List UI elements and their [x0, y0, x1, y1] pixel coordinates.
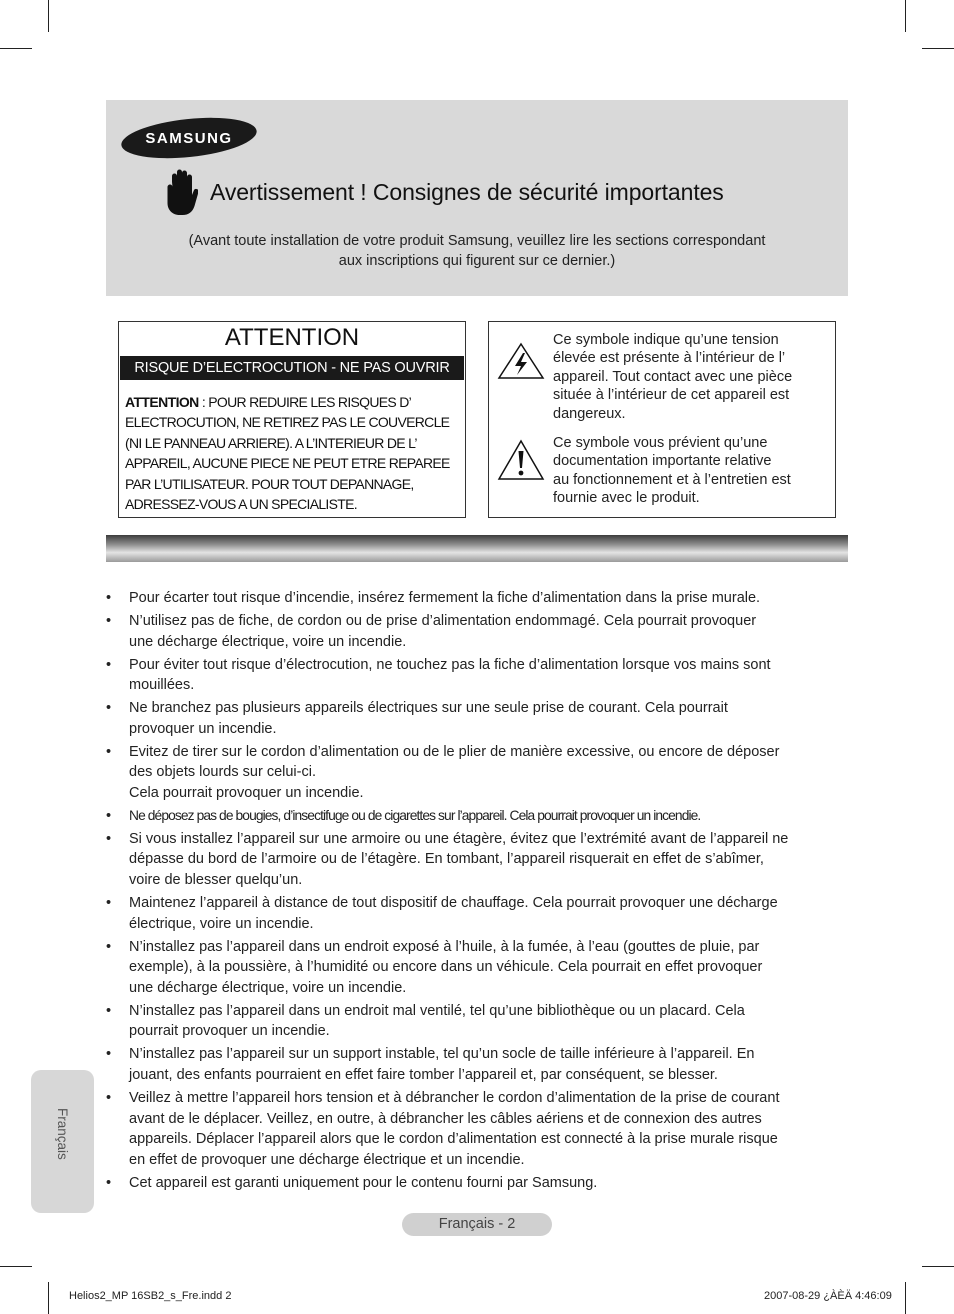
- crop-mark: [48, 0, 49, 32]
- list-item-line: • N’installez pas l’appareil dans un endroit mal ventilé, tel qu’une bibliothèque ou un placard. Cela: [129, 1002, 745, 1019]
- list-item: [106, 588, 851, 609]
- intro-line: (Avant toute installation de votre produit Samsung, veuillez lire les sections correspondant: [188, 233, 766, 249]
- list-item-line: jouant, des enfants pourraient en effet faire tomber l’appareil et, par conséquent, se blesser.: [129, 1066, 718, 1083]
- list-item-line: voire de blesser quelqu’un.: [129, 872, 303, 889]
- list-item: [106, 806, 851, 827]
- crop-mark: [0, 1266, 32, 1267]
- list-item: [106, 1088, 851, 1170]
- list-item: [106, 1001, 851, 1042]
- symbol-line: dangereux.: [553, 405, 626, 422]
- list-item-line: mouillées.: [129, 677, 195, 694]
- list-item: [106, 611, 851, 652]
- list-item-line: provoquer un incendie.: [129, 720, 277, 737]
- list-item: [106, 893, 851, 934]
- symbol-line: fournie avec le produit.: [553, 490, 700, 507]
- list-item-line: • Ne déposez pas de bougies, d’insectifuge ou de cigarettes sur l’appareil. Cela pourrait provoquer un incendie.: [129, 807, 701, 823]
- attention-line: [125, 392, 459, 412]
- list-item: [106, 937, 851, 999]
- page-number: Français - 2: [402, 1213, 552, 1236]
- section-divider-bar: [106, 535, 848, 562]
- attention-title: ATTENTION: [224, 324, 360, 351]
- lightning-warning-icon: [497, 342, 545, 380]
- symbol-line: documentation importante relative: [553, 453, 772, 470]
- crop-mark: [905, 1282, 906, 1314]
- list-item-line: une décharge électrique, voire un incendie.: [129, 979, 407, 996]
- symbol-line: située à l’intérieur de cet appareil est: [553, 387, 790, 404]
- safety-header: [106, 100, 848, 296]
- attention-banner: RISQUE D’ELECTROCUTION - NE PAS OUVRIR: [120, 356, 464, 380]
- print-file-name: Helios2_MP 16SB2_s_Fre.indd 2: [69, 1290, 232, 1302]
- attention-text: [119, 380, 465, 514]
- list-item-line: • Si vous installez l’appareil sur une armoire ou une étagère, évitez que l’extrémité avant de l’appareil ne: [129, 830, 789, 847]
- attention-line: ADRESSEZ-VOUS A UN SPECIALISTE.: [125, 496, 357, 513]
- symbol-line: au fonctionnement et à l’entretien est: [553, 471, 791, 488]
- list-item-line: avant de le déplacer. Veillez, en outre, à débrancher les câbles aériens et de connexion des autres: [129, 1110, 762, 1127]
- list-item-line: • Pour écarter tout risque d’incendie, insérez fermement la fiche d’alimentation dans la prise murale.: [129, 590, 761, 606]
- crop-mark: [922, 1266, 954, 1267]
- stop-hand-icon: [164, 168, 198, 216]
- attention-line-rest: : POUR REDUIRE LES RISQUES D’: [198, 394, 412, 410]
- logo-text: SAMSUNG: [145, 130, 233, 147]
- list-item: [106, 698, 851, 739]
- list-item-line: • N’installez pas l’appareil sur un support instable, tel qu’un socle de taille inférieure à l’appareil. En: [129, 1046, 755, 1063]
- symbol-line: appareil. Tout contact avec une pièce: [553, 368, 793, 385]
- crop-mark: [905, 0, 906, 32]
- list-item: [106, 1173, 851, 1194]
- symbol-line: Ce symbole vous prévient qu’une: [553, 435, 768, 451]
- title-row: [164, 168, 724, 216]
- exclamation-warning-icon: [497, 439, 545, 481]
- symbol-line: Ce symbole indique qu’une tension: [553, 332, 779, 348]
- attention-line: (NI LE PANNEAU ARRIERE). A L’INTERIEUR DE L’: [125, 434, 417, 451]
- list-item-line: Cela pourrait provoquer un incendie.: [129, 784, 364, 801]
- symbol-line: élevée est présente à l’intérieur de l’: [553, 350, 786, 367]
- symbols-box: [488, 321, 836, 518]
- intro-line: aux inscriptions qui figurent sur ce dernier.): [338, 253, 616, 269]
- list-item-line: • Maintenez l’appareil à distance de tout dispositif de chauffage. Cela pourrait provoquer une décharge: [129, 895, 778, 912]
- list-item-line: • N’installez pas l’appareil dans un endroit exposé à l’huile, à la fumée, à l’eau (gouttes de pluie, par: [129, 938, 760, 955]
- list-item-line: appareils. Déplacer l’appareil alors que le cordon d’alimentation est connecté à la prise murale risque: [129, 1131, 778, 1148]
- list-item-line: • Ne branchez pas plusieurs appareils électriques sur une seule prise de courant. Cela pourrait: [129, 700, 728, 717]
- list-item-line: • Cet appareil est garanti uniquement pour le contenu fourni par Samsung.: [129, 1174, 598, 1191]
- list-item-line: des objets lourds sur celui-ci.: [129, 764, 316, 781]
- attention-box: [118, 321, 466, 518]
- symbol-description: [553, 331, 792, 423]
- list-item-line: • N’utilisez pas de fiche, de cordon ou de prise d’alimentation endommagé. Cela pourrait provoquer: [129, 612, 757, 629]
- crop-mark: [922, 48, 954, 49]
- attention-line: PAR L’UTILISATEUR. POUR TOUT DEPANNAGE,: [125, 475, 414, 492]
- print-timestamp: 2007-08-29 ¿ÀÈÄ 4:46:09: [764, 1290, 892, 1302]
- list-item-line: en effet de provoquer une décharge électrique et un incendie.: [129, 1151, 525, 1168]
- list-item-line: exemple), à la poussière, à l’humidité ou encore dans un véhicule. Cela pourrait en effet provoquer: [129, 959, 763, 976]
- attention-line: APPAREIL, AUCUNE PIECE NE PEUT ETRE REPAREE: [125, 455, 450, 472]
- language-tab-label: Français: [55, 1108, 70, 1160]
- attention-lead: ATTENTION: [125, 394, 199, 410]
- list-item: [106, 829, 851, 891]
- list-item: [106, 742, 851, 804]
- language-side-tab: [31, 1070, 94, 1213]
- list-item-line: pourrait provoquer un incendie.: [129, 1023, 330, 1040]
- list-item-line: • Veillez à mettre l’appareil hors tension et à débrancher le cordon d’alimentation de la prise de courant: [129, 1089, 780, 1106]
- list-item-line: électrique, voire un incendie.: [129, 915, 314, 932]
- symbol-description: [553, 434, 791, 508]
- crop-mark: [48, 1282, 49, 1314]
- crop-mark: [0, 48, 32, 49]
- safety-instructions-list: [106, 588, 851, 1196]
- list-item-line: • Pour éviter tout risque d’électrocution, ne touchez pas la fiche d’alimentation lorsque vos mains sont: [129, 656, 771, 673]
- list-item-line: dépasse du bord de l’armoire ou de l’étagère. En tombant, l’appareil risquerait en effet de s’abîmer,: [129, 851, 764, 868]
- list-item-line: • Evitez de tirer sur le cordon d’alimentation ou de le plier de manière excessive, ou encore de déposer: [129, 743, 780, 760]
- attention-line: ELECTROCUTION, NE RETIREZ PAS LE COUVERCLE: [125, 414, 450, 431]
- list-item-line: une décharge électrique, voire un incendie.: [129, 633, 407, 650]
- intro-text: [106, 231, 848, 271]
- page-title: Avertissement ! Consignes de sécurité importantes: [210, 178, 724, 205]
- samsung-logo: [120, 117, 258, 159]
- list-item: [106, 655, 851, 696]
- list-item: [106, 1044, 851, 1085]
